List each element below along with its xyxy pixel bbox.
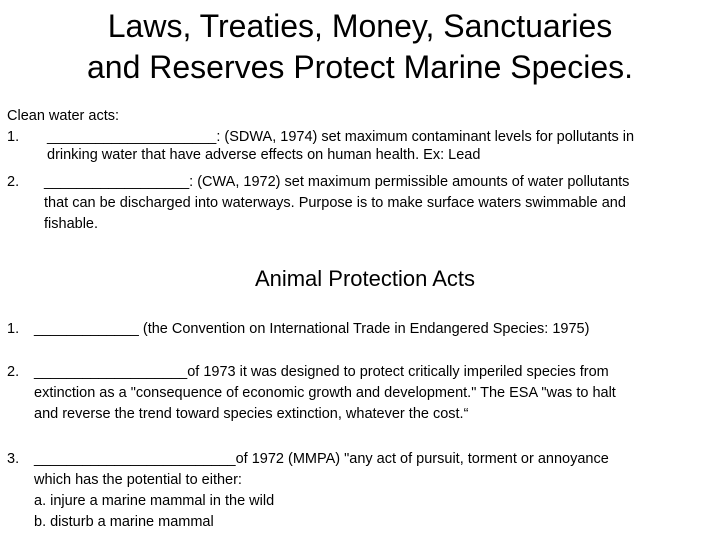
item-number: 1. <box>7 321 20 337</box>
clean-water-heading: Clean water acts: <box>7 108 120 124</box>
item-line: fishable. <box>44 216 99 232</box>
item-line: _____________________: (SDWA, 1974) set maximum contaminant levels for pollutants in <box>47 129 635 145</box>
slide-title <box>0 6 720 88</box>
animal-protection-heading: Animal Protection Acts <box>254 266 476 291</box>
item-line: which has the potential to either: <box>34 472 242 488</box>
item-line: ___________________of 1973 it was designed to protect critically imperiled species from <box>34 364 609 380</box>
animal-item-3 <box>7 449 717 535</box>
item-line: _________________________of 1972 (MMPA) "any act of pursuit, torment or annoyance <box>34 451 609 467</box>
animal-item-2 <box>7 362 717 428</box>
item-number: 1. <box>7 129 20 145</box>
title-line-1: Laws, Treaties, Money, Sanctuaries <box>107 8 613 44</box>
clean-water-item-2 <box>7 172 717 238</box>
item-number: 2. <box>7 364 20 380</box>
title-line-2: and Reserves Protect Marine Species. <box>86 49 634 85</box>
item-number: 3. <box>7 451 20 467</box>
item-line: that can be discharged into waterways. Purpose is to make surface waters swimmable and <box>44 195 626 211</box>
animal-item-1 <box>7 319 717 341</box>
item-line: and reverse the trend toward species extinction, whatever the cost.“ <box>34 406 469 422</box>
item-line: extinction as a "consequence of economic growth and development." The ESA "was to halt <box>34 385 616 401</box>
item-number: 2. <box>7 174 20 190</box>
item-line: b. disturb a marine mammal <box>34 514 214 530</box>
item-line: __________________: (CWA, 1972) set maximum permissible amounts of water pollutants <box>44 174 630 190</box>
item-line: _____________ (the Convention on International Trade in Endangered Species: 1975) <box>34 321 590 337</box>
item-line: a. injure a marine mammal in the wild <box>34 493 275 509</box>
clean-water-item-1 <box>7 127 717 171</box>
item-line: drinking water that have adverse effects on human health. Ex: Lead <box>47 147 481 163</box>
